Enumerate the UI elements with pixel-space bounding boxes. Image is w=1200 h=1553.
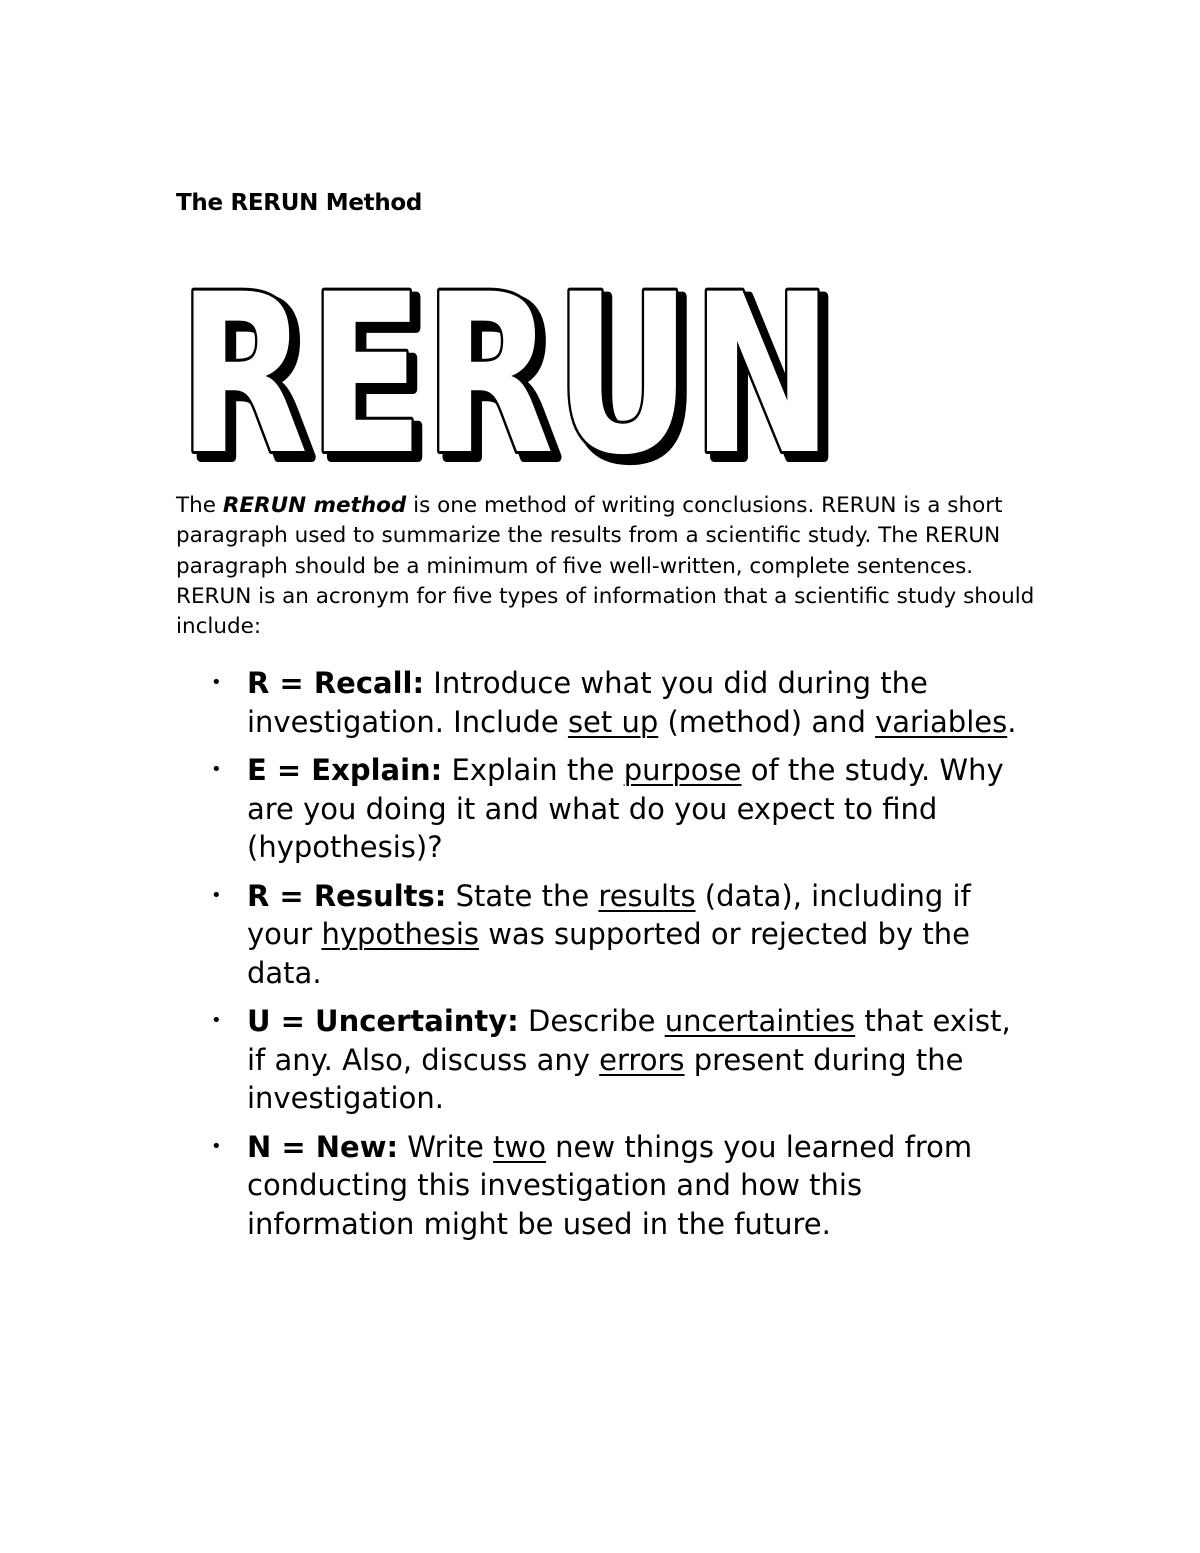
item-text: Describe [518,1004,665,1038]
item-text: present during the investigation. [247,1042,964,1115]
list-item-explain [0,751,1027,867]
intro-emphasis: RERUN method [222,493,407,518]
item-text: Introduce what you did during the investigation. Include [247,666,928,739]
item-underline: set up [567,704,659,739]
list-item-results [0,877,1027,993]
item-key: R = Recall: [247,666,425,700]
item-key: R = Results: [247,878,447,913]
item-underline: results [598,878,696,913]
item-text: was supported or rejected by the data. [247,917,970,990]
bullet-icon: • [211,1010,222,1031]
item-underline: uncertainties [664,1004,856,1038]
item-underline: errors [599,1042,685,1077]
intro-lead: The [176,493,223,518]
item-text: that exist, if any. Also, discuss any [247,1004,1011,1077]
list-item-new [0,1128,1027,1244]
item-text: Write [398,1129,494,1164]
item-text: Explain the [442,753,624,787]
list-item-uncertainty [0,1002,1027,1118]
rerun-list [0,664,1200,1253]
rerun-logo-shadow: RERUN [185,253,840,472]
rerun-logo: RERUN RERUN RERUN [172,246,848,472]
intro-body: is one method of writing conclusions. RERUN is a short paragraph used to summarize the results from a scientific study. The RERUN paragraph should be a minimum of five well-written, complete sentences. RERUN is an acronym for five types of information that a scientific study should include: [176,493,1035,640]
rerun-logo-text: RERUN [178,247,833,472]
item-underline: variables [875,704,1008,739]
item-underline: purpose [623,753,742,787]
item-text: new things you learned from conducting this investigation and how this information might be used in the future. [247,1129,973,1241]
bullet-icon: • [211,672,222,693]
item-text: . [1007,704,1017,739]
item-key: U = Uncertainty: [247,1004,519,1038]
item-text: (data), including if your [247,878,971,951]
item-underline: two [493,1129,546,1164]
bullet-icon: • [211,884,222,906]
item-key: E = Explain: [247,753,443,787]
intro-paragraph [176,491,1036,642]
item-text: (method) and [658,704,876,739]
list-item-recall [0,664,1027,741]
item-text: of the study. Why are you doing it and what do you expect to find (hypothesis)? [247,753,1004,864]
item-text: State the [446,878,599,913]
item-underline: hypothesis [321,917,479,951]
page-heading: The RERUN Method [176,190,423,216]
bullet-icon: • [211,759,222,780]
item-key: N = New: [247,1129,399,1164]
bullet-icon: • [211,1135,222,1157]
